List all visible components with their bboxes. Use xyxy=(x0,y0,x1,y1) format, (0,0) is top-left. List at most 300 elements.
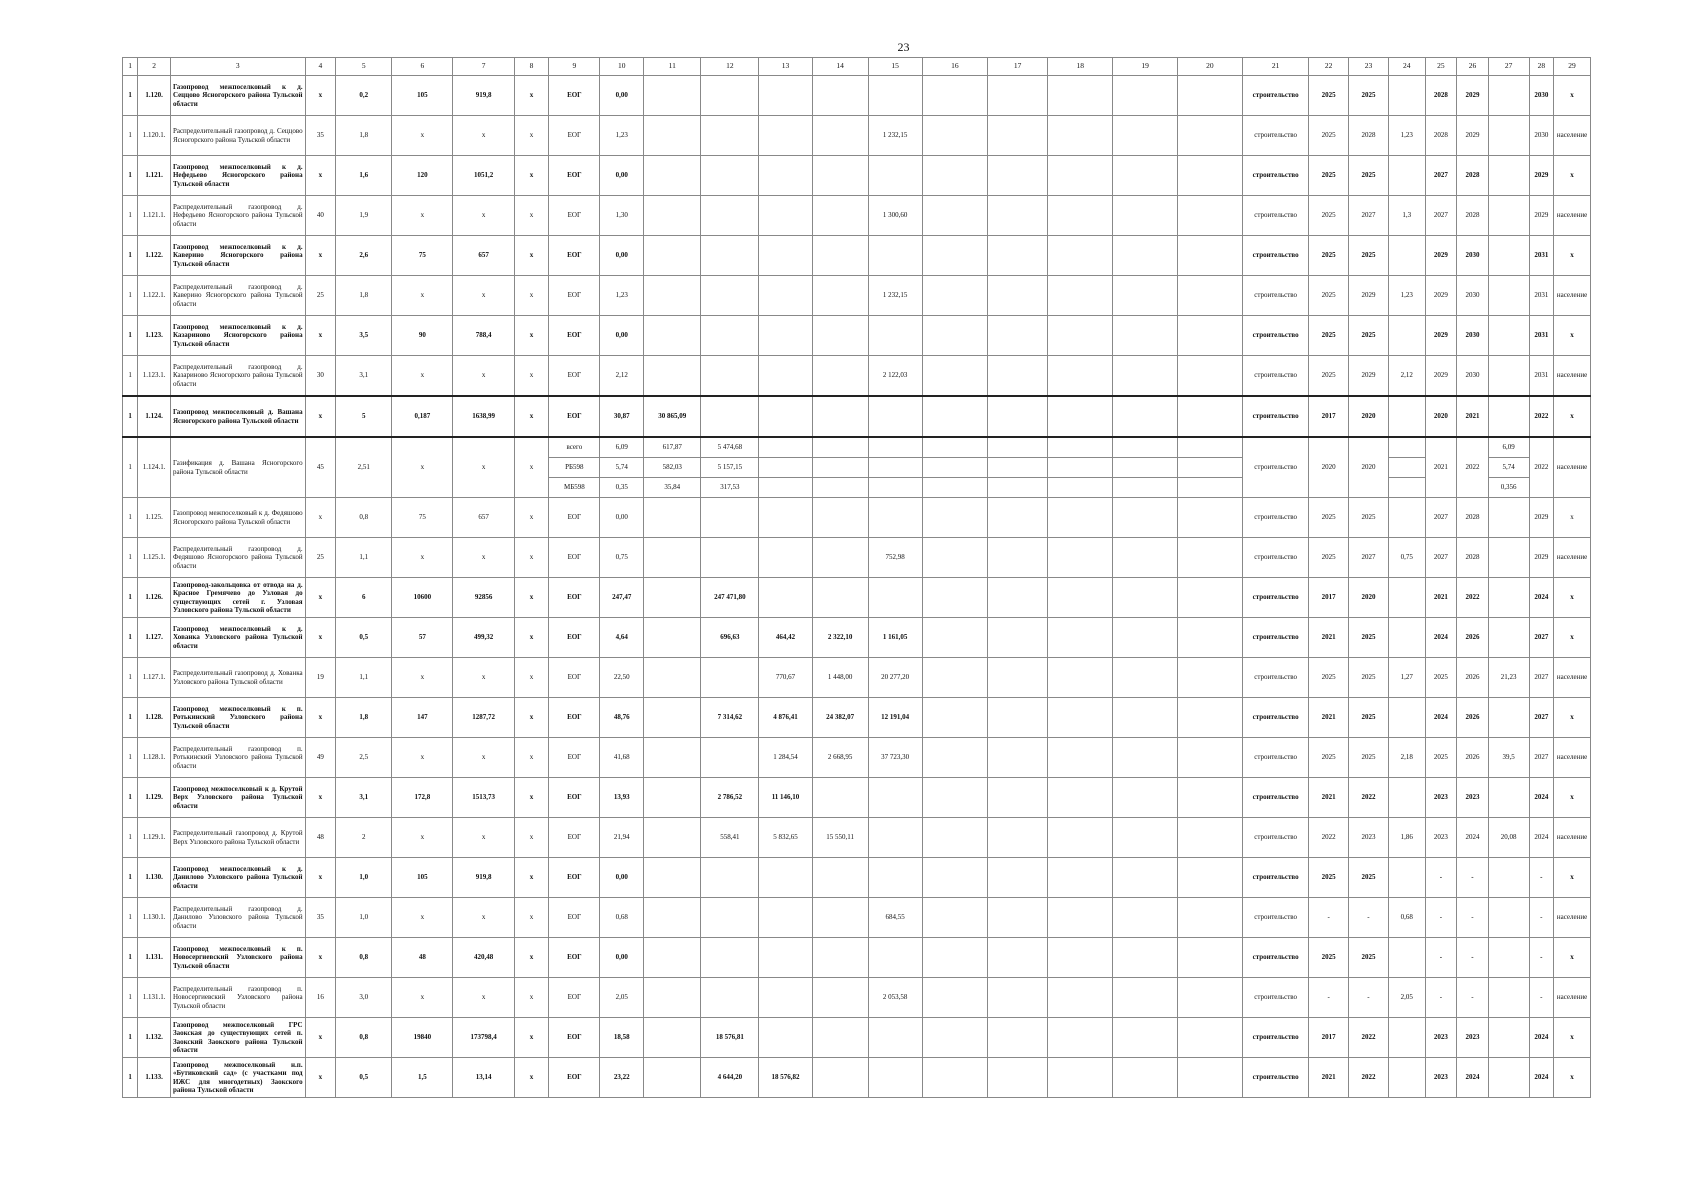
table-cell xyxy=(922,978,987,1018)
table-cell: х xyxy=(453,276,514,316)
table-cell: 19 xyxy=(305,658,336,698)
table-cell xyxy=(1488,1018,1529,1058)
table-cell: ЕОГ xyxy=(549,738,600,778)
table-cell: - xyxy=(1425,898,1457,938)
table-cell: 0,75 xyxy=(600,538,644,578)
table-cell: 696,63 xyxy=(701,618,759,658)
table-cell xyxy=(1113,978,1177,1018)
table-cell: х xyxy=(514,698,549,738)
table-cell: х xyxy=(514,1058,549,1098)
table-cell: 2023 xyxy=(1425,818,1457,858)
table-cell: х xyxy=(1554,498,1591,538)
table-cell: 1 xyxy=(123,498,138,538)
table-cell: х xyxy=(1554,76,1591,116)
table-cell: 2027 xyxy=(1529,658,1553,698)
table-row xyxy=(123,116,1591,156)
table-cell: 10600 xyxy=(392,578,453,618)
table-row xyxy=(123,498,1591,538)
table-cell: 30 xyxy=(305,356,336,397)
column-number-cell: 7 xyxy=(453,58,514,76)
table-cell: 1051,2 xyxy=(453,156,514,196)
table-cell: 1,9 xyxy=(336,196,392,236)
table-cell: 75 xyxy=(392,236,453,276)
table-cell xyxy=(1177,698,1242,738)
table-cell xyxy=(1177,1018,1242,1058)
table-cell xyxy=(1113,738,1177,778)
table-cell xyxy=(1177,356,1242,397)
table-cell xyxy=(812,478,868,498)
table-cell: 2025 xyxy=(1309,858,1349,898)
table-cell: - xyxy=(1349,978,1389,1018)
table-cell xyxy=(1113,898,1177,938)
table-cell: ЕОГ xyxy=(549,236,600,276)
table-cell xyxy=(1388,76,1425,116)
table-cell: 2029 xyxy=(1349,356,1389,397)
table-cell: 18,58 xyxy=(600,1018,644,1058)
table-cell: 1.121. xyxy=(138,156,171,196)
table-cell xyxy=(987,578,1047,618)
table-cell xyxy=(812,356,868,397)
object-name-cell: Газопровод-закольцовка от отвода на д. Красное Гремячево до Узловая до существующих сетей г. Узловая Узловского района Тульской области xyxy=(170,578,305,618)
table-cell: х xyxy=(514,236,549,276)
table-cell: 2028 xyxy=(1457,196,1489,236)
table-cell xyxy=(1113,236,1177,276)
table-cell xyxy=(1388,858,1425,898)
table-cell: 0,00 xyxy=(600,76,644,116)
table-cell xyxy=(1177,458,1242,478)
table-cell xyxy=(759,458,812,478)
table-cell: ЕОГ xyxy=(549,156,600,196)
table-cell: 147 xyxy=(392,698,453,738)
table-cell: 5,74 xyxy=(600,458,644,478)
table-cell xyxy=(759,538,812,578)
table-cell xyxy=(987,858,1047,898)
object-name-cell: Газопровод межпоселковый н.п. «Бутиковский сад» (с участками под ИЖС для многодетных) Заокского района Тульской области xyxy=(170,1058,305,1098)
table-cell: 1638,99 xyxy=(453,396,514,437)
table-cell: 2020 xyxy=(1309,437,1349,498)
table-cell xyxy=(868,156,922,196)
table-cell: 2025 xyxy=(1349,938,1389,978)
table-cell: 1.121.1. xyxy=(138,196,171,236)
table-cell xyxy=(1113,356,1177,397)
table-cell: х xyxy=(514,396,549,437)
table-cell xyxy=(644,858,701,898)
table-cell: 2020 xyxy=(1349,578,1389,618)
table-cell xyxy=(644,698,701,738)
table-cell: строительство xyxy=(1242,578,1308,618)
table-cell xyxy=(1488,858,1529,898)
table-cell: 2023 xyxy=(1457,1018,1489,1058)
table-cell: 2021 xyxy=(1309,618,1349,658)
object-name-cell: Распределительный газопровод д. Нефедьево Ясногорского района Тульской области xyxy=(170,196,305,236)
table-cell: - xyxy=(1425,938,1457,978)
table-cell xyxy=(987,498,1047,538)
table-cell: 582,03 xyxy=(644,458,701,478)
table-row xyxy=(123,396,1591,437)
table-cell xyxy=(812,396,868,437)
table-cell xyxy=(1177,116,1242,156)
table-cell: 1.120.1. xyxy=(138,116,171,156)
table-cell: 2022 xyxy=(1457,437,1489,498)
table-row xyxy=(123,76,1591,116)
table-row xyxy=(123,578,1591,618)
table-cell xyxy=(987,76,1047,116)
table-cell: 24 382,07 xyxy=(812,698,868,738)
table-cell: строительство xyxy=(1242,538,1308,578)
table-cell: 21,94 xyxy=(600,818,644,858)
table-cell xyxy=(1048,458,1113,478)
object-name-cell: Распределительный газопровод д. Каверино Ясногорского района Тульской области xyxy=(170,276,305,316)
table-cell: 2029 xyxy=(1457,76,1489,116)
table-cell: 45 xyxy=(305,437,336,498)
table-cell xyxy=(1113,778,1177,818)
table-cell xyxy=(987,156,1047,196)
table-cell xyxy=(1048,437,1113,458)
object-name-cell: Газопровод межпоселковый к д. Казариново Ясногорского района Тульской области xyxy=(170,316,305,356)
table-cell xyxy=(922,478,987,498)
table-cell xyxy=(1488,978,1529,1018)
table-cell xyxy=(1177,316,1242,356)
table-cell: 2 786,52 xyxy=(701,778,759,818)
table-cell: 2031 xyxy=(1529,356,1553,397)
table-cell: 2024 xyxy=(1529,1018,1553,1058)
table-cell: 1 xyxy=(123,196,138,236)
table-cell: 919,8 xyxy=(453,76,514,116)
table-cell: 558,41 xyxy=(701,818,759,858)
table-cell xyxy=(644,1018,701,1058)
table-row xyxy=(123,658,1591,698)
column-number-cell: 22 xyxy=(1309,58,1349,76)
table-cell: х xyxy=(305,1058,336,1098)
table-cell: 1 xyxy=(123,858,138,898)
table-cell: х xyxy=(514,356,549,397)
table-cell: ЕОГ xyxy=(549,76,600,116)
table-cell: 1.131. xyxy=(138,938,171,978)
table-cell: 1 448,00 xyxy=(812,658,868,698)
table-cell: 1.120. xyxy=(138,76,171,116)
table-cell xyxy=(922,658,987,698)
page-number: 23 xyxy=(897,40,910,54)
object-name-cell: Распределительный газопровод д. Федяшово Ясногорского района Тульской области xyxy=(170,538,305,578)
object-name-cell: Распределительный газопровод д. Сеццово Ясногорского района Тульской области xyxy=(170,116,305,156)
table-cell: 2020 xyxy=(1349,437,1389,498)
table-cell xyxy=(1388,498,1425,538)
table-row xyxy=(123,236,1591,276)
table-cell xyxy=(1388,156,1425,196)
table-cell: строительство xyxy=(1242,396,1308,437)
table-cell xyxy=(1177,196,1242,236)
table-cell xyxy=(868,818,922,858)
table-cell: 48 xyxy=(305,818,336,858)
table-cell: 2024 xyxy=(1529,818,1553,858)
table-cell: - xyxy=(1457,898,1489,938)
table-cell: 3,0 xyxy=(336,978,392,1018)
table-cell: 0,00 xyxy=(600,236,644,276)
table-cell: х xyxy=(453,356,514,397)
table-cell xyxy=(1488,578,1529,618)
column-number-cell: 6 xyxy=(392,58,453,76)
table-cell: 1.129. xyxy=(138,778,171,818)
table-cell: 2025 xyxy=(1425,738,1457,778)
table-cell: 2025 xyxy=(1309,196,1349,236)
table-row xyxy=(123,1058,1591,1098)
table-cell: 1 xyxy=(123,778,138,818)
table-cell: 15 550,11 xyxy=(812,818,868,858)
table-cell: 2017 xyxy=(1309,578,1349,618)
table-cell: 0,8 xyxy=(336,1018,392,1058)
table-cell: 1 232,15 xyxy=(868,116,922,156)
object-name-cell: Газопровод межпоселковый к д. Хованка Узловского района Тульской области xyxy=(170,618,305,658)
table-cell: строительство xyxy=(1242,618,1308,658)
table-cell: 1,0 xyxy=(336,898,392,938)
table-cell: 0,00 xyxy=(600,858,644,898)
table-cell: 2025 xyxy=(1349,858,1389,898)
table-cell: 1,8 xyxy=(336,276,392,316)
table-cell: 1.127. xyxy=(138,618,171,658)
table-cell xyxy=(812,978,868,1018)
table-cell: 684,55 xyxy=(868,898,922,938)
table-row xyxy=(123,778,1591,818)
table-cell: х xyxy=(305,1018,336,1058)
table-cell xyxy=(922,356,987,397)
table-cell: 1 xyxy=(123,898,138,938)
column-number-cell: 24 xyxy=(1388,58,1425,76)
table-cell: 2024 xyxy=(1425,618,1457,658)
table-cell xyxy=(1177,236,1242,276)
table-cell: 11 146,10 xyxy=(759,778,812,818)
table-cell: х xyxy=(1554,396,1591,437)
table-cell: 1 xyxy=(123,698,138,738)
table-cell: х xyxy=(514,196,549,236)
object-name-cell: Газопровод межпоселковый к д. Федяшово Ясногорского района Тульской области xyxy=(170,498,305,538)
table-cell: строительство xyxy=(1242,818,1308,858)
table-cell xyxy=(759,116,812,156)
table-cell: население xyxy=(1554,978,1591,1018)
table-cell: 0,00 xyxy=(600,156,644,196)
table-cell: строительство xyxy=(1242,196,1308,236)
table-row xyxy=(123,196,1591,236)
table-cell xyxy=(1488,116,1529,156)
object-name-cell: Распределительный газопровод д. Данилово Узловского района Тульской области xyxy=(170,898,305,938)
table-cell xyxy=(922,316,987,356)
table-cell: 13,14 xyxy=(453,1058,514,1098)
table-cell: ЕОГ xyxy=(549,858,600,898)
table-cell xyxy=(922,858,987,898)
table-cell xyxy=(644,1058,701,1098)
table-cell xyxy=(1388,1018,1425,1058)
table-cell: 2023 xyxy=(1425,1058,1457,1098)
table-cell: 2025 xyxy=(1309,658,1349,698)
table-cell xyxy=(922,818,987,858)
table-cell xyxy=(812,116,868,156)
table-cell xyxy=(922,116,987,156)
table-cell: 2031 xyxy=(1529,316,1553,356)
table-cell: 2020 xyxy=(1349,396,1389,437)
table-cell: 120 xyxy=(392,156,453,196)
table-cell: 22,50 xyxy=(600,658,644,698)
table-cell: 1.131.1. xyxy=(138,978,171,1018)
table-cell: 49 xyxy=(305,738,336,778)
table-cell xyxy=(1048,818,1113,858)
table-cell xyxy=(922,578,987,618)
table-cell xyxy=(1177,276,1242,316)
table-cell: строительство xyxy=(1242,156,1308,196)
table-cell: 1,27 xyxy=(1388,658,1425,698)
table-cell: 2024 xyxy=(1457,818,1489,858)
table-cell xyxy=(759,236,812,276)
table-cell: 0,00 xyxy=(600,498,644,538)
table-cell xyxy=(1488,236,1529,276)
object-name-cell: Газопровод межпоселковый ГРС Заокская до существующих сетей п. Заокский Заокского района Тульской области xyxy=(170,1018,305,1058)
table-cell xyxy=(922,698,987,738)
table-cell: 1,3 xyxy=(1388,196,1425,236)
table-cell: 2025 xyxy=(1349,316,1389,356)
table-cell: 1287,72 xyxy=(453,698,514,738)
table-cell: ЕОГ xyxy=(549,316,600,356)
table-cell: 2029 xyxy=(1425,236,1457,276)
table-cell xyxy=(868,76,922,116)
column-number-cell: 26 xyxy=(1457,58,1489,76)
table-cell: 35,84 xyxy=(644,478,701,498)
table-cell xyxy=(644,316,701,356)
table-cell xyxy=(644,156,701,196)
table-cell: 2024 xyxy=(1529,578,1553,618)
table-cell: 6,09 xyxy=(1488,437,1529,458)
table-cell: х xyxy=(1554,578,1591,618)
table-cell: 2028 xyxy=(1457,156,1489,196)
table-cell xyxy=(922,236,987,276)
table-cell xyxy=(1177,478,1242,498)
table-cell xyxy=(1488,356,1529,397)
table-cell: 2025 xyxy=(1349,658,1389,698)
table-cell: 1.128.1. xyxy=(138,738,171,778)
table-cell xyxy=(1048,236,1113,276)
table-cell: 420,48 xyxy=(453,938,514,978)
table-cell: 2022 xyxy=(1529,437,1553,498)
table-cell xyxy=(987,1018,1047,1058)
table-cell: х xyxy=(453,898,514,938)
object-name-cell: Газопровод межпоселковый к д. Каверино Ясногорского района Тульской области xyxy=(170,236,305,276)
table-cell xyxy=(812,76,868,116)
table-cell: строительство xyxy=(1242,778,1308,818)
table-cell: 2030 xyxy=(1457,316,1489,356)
table-cell: 30,87 xyxy=(600,396,644,437)
table-cell xyxy=(701,738,759,778)
table-cell: - xyxy=(1425,978,1457,1018)
table-cell: 1.129.1. xyxy=(138,818,171,858)
table-cell xyxy=(1113,458,1177,478)
table-cell: 1.130. xyxy=(138,858,171,898)
table-cell xyxy=(759,316,812,356)
table-cell: 2025 xyxy=(1309,356,1349,397)
table-cell: 48,76 xyxy=(600,698,644,738)
table-cell: 657 xyxy=(453,236,514,276)
table-cell xyxy=(1177,938,1242,978)
table-cell xyxy=(1388,316,1425,356)
table-cell xyxy=(1388,236,1425,276)
table-cell: строительство xyxy=(1242,738,1308,778)
table-cell: 2027 xyxy=(1349,196,1389,236)
table-cell: - xyxy=(1309,898,1349,938)
table-cell: х xyxy=(392,658,453,698)
table-cell: 1 xyxy=(123,356,138,397)
table-cell: строительство xyxy=(1242,76,1308,116)
table-cell xyxy=(1488,396,1529,437)
table-cell xyxy=(812,498,868,538)
column-number-cell: 9 xyxy=(549,58,600,76)
table-cell xyxy=(1488,316,1529,356)
table-cell: ЕОГ xyxy=(549,276,600,316)
table-cell: х xyxy=(1554,618,1591,658)
object-name-cell: Газопровод межпоселковый д. Вашана Ясногорского района Тульской области xyxy=(170,396,305,437)
table-cell: х xyxy=(453,978,514,1018)
table-cell: 317,53 xyxy=(701,478,759,498)
table-cell xyxy=(1048,196,1113,236)
column-number-cell: 28 xyxy=(1529,58,1553,76)
table-cell: х xyxy=(1554,698,1591,738)
table-cell: 2024 xyxy=(1457,1058,1489,1098)
table-cell: 2022 xyxy=(1529,396,1553,437)
table-cell: 2025 xyxy=(1425,658,1457,698)
table-cell xyxy=(987,698,1047,738)
table-cell: 2021 xyxy=(1309,1058,1349,1098)
table-cell: строительство xyxy=(1242,898,1308,938)
table-cell xyxy=(1048,478,1113,498)
table-cell xyxy=(1048,116,1113,156)
table-cell: 2025 xyxy=(1349,738,1389,778)
table-cell xyxy=(812,778,868,818)
table-cell xyxy=(922,738,987,778)
table-cell xyxy=(812,858,868,898)
table-cell: 0,68 xyxy=(1388,898,1425,938)
table-cell: 0,68 xyxy=(600,898,644,938)
table-cell: 2024 xyxy=(1529,1058,1553,1098)
table-cell: х xyxy=(1554,236,1591,276)
table-cell xyxy=(1113,818,1177,858)
table-cell: 247,47 xyxy=(600,578,644,618)
table-cell: 2025 xyxy=(1349,698,1389,738)
table-cell xyxy=(868,938,922,978)
table-cell: население xyxy=(1554,658,1591,698)
table-cell xyxy=(868,437,922,458)
table-cell xyxy=(644,738,701,778)
table-row xyxy=(123,356,1591,397)
table-cell xyxy=(1177,898,1242,938)
table-cell: 4,64 xyxy=(600,618,644,658)
table-cell: 39,5 xyxy=(1488,738,1529,778)
table-cell: 1 xyxy=(123,1018,138,1058)
table-cell: ЕОГ xyxy=(549,1018,600,1058)
table-cell: 2021 xyxy=(1425,437,1457,498)
table-cell: 2025 xyxy=(1349,498,1389,538)
table-cell: х xyxy=(514,76,549,116)
table-cell xyxy=(701,116,759,156)
table-cell xyxy=(922,156,987,196)
table-cell: 1.122. xyxy=(138,236,171,276)
table-cell: 172,8 xyxy=(392,778,453,818)
column-number-cell: 12 xyxy=(701,58,759,76)
table-cell xyxy=(868,316,922,356)
table-cell: х xyxy=(1554,938,1591,978)
table-cell xyxy=(987,978,1047,1018)
table-cell: РБ598 xyxy=(549,458,600,478)
table-cell: 1,1 xyxy=(336,658,392,698)
table-cell: 13,93 xyxy=(600,778,644,818)
table-cell xyxy=(868,396,922,437)
table-cell xyxy=(868,1058,922,1098)
table-cell: х xyxy=(305,498,336,538)
table-cell: х xyxy=(514,1018,549,1058)
